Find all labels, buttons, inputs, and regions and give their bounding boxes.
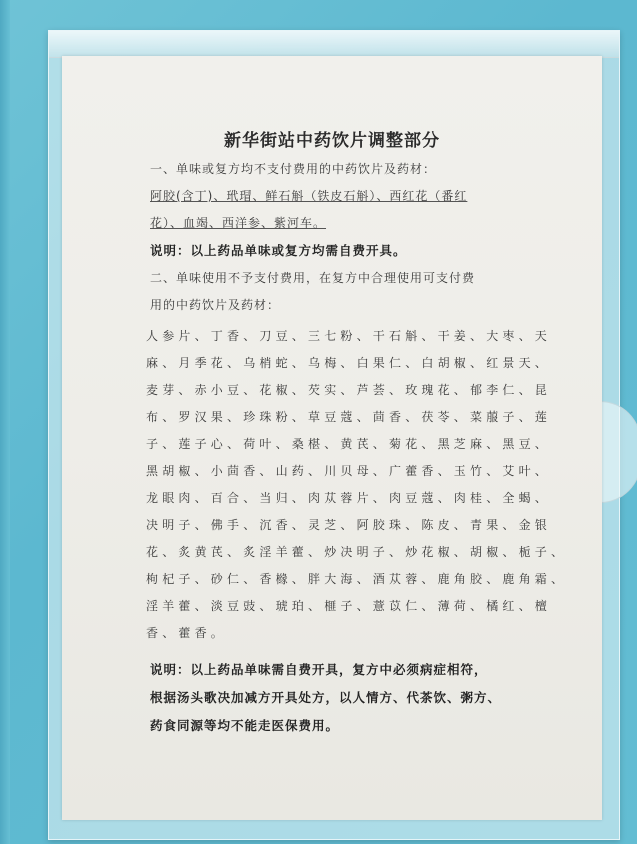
herb-line: 枸杞子、砂仁、香橼、胖大海、酒苁蓉、鹿角胶、鹿角霜、 bbox=[146, 572, 568, 586]
section2-heading-line1: 二、单味使用不予支付费用，在复方中合理使用可支付费 bbox=[150, 271, 476, 285]
note2-line1: 说明：以上药品单味需自费开具，复方中必须病症相符， bbox=[150, 662, 488, 677]
herb-line: 龙眼肉、百合、当归、肉苁蓉片、肉豆蔻、肉桂、全蝎、 bbox=[146, 491, 552, 505]
herb-line: 决明子、佛手、沉香、灵芝、阿胶珠、陈皮、青果、金银 bbox=[146, 518, 552, 532]
note2-line2: 根据汤头歌决加减方开具处方，以人情方、代茶饮、粥方、 bbox=[150, 690, 502, 705]
herb-line: 花、炙黄芪、炙淫羊藿、炒决明子、炒花椒、胡椒、栀子、 bbox=[146, 545, 568, 559]
section2-heading-line2: 用的中药饮片及药材： bbox=[150, 298, 281, 312]
herb-line: 子、莲子心、荷叶、桑椹、黄芪、菊花、黑芝麻、黑豆、 bbox=[146, 437, 552, 451]
section1-items-line2: 花）、血竭、西洋参、紫河车。 bbox=[150, 216, 327, 230]
section1-heading: 一、单味或复方均不支付费用的中药饮片及药材： bbox=[150, 162, 437, 176]
section1-items-line1: 阿胶(含丁)、玳瑁、鲜石斛（铁皮石斛）、西红花（番红 bbox=[150, 189, 468, 203]
herb-line: 香、藿香。 bbox=[146, 626, 228, 640]
note1: 说明：以上药品单味或复方均需自费开具。 bbox=[150, 243, 407, 258]
note2-line3: 药食同源等均不能走医保费用。 bbox=[150, 718, 340, 733]
sleeve-top-strip bbox=[49, 31, 619, 58]
herb-line: 黑胡椒、小茴香、山药、川贝母、广藿香、玉竹、艾叶、 bbox=[146, 464, 552, 478]
sleeve-finger-tab bbox=[600, 401, 637, 503]
herb-line: 淫羊藿、淡豆豉、琥珀、榧子、薏苡仁、薄荷、橘红、檀 bbox=[146, 599, 552, 613]
herb-line: 麦芽、赤小豆、花椒、芡实、芦荟、玫瑰花、郁李仁、昆 bbox=[146, 383, 552, 397]
document-title: 新华街站中药饮片调整部分 bbox=[224, 131, 440, 151]
herb-line: 麻、月季花、乌梢蛇、乌梅、白果仁、白胡椒、红景天、 bbox=[146, 356, 552, 370]
herb-line: 人参片、丁香、刀豆、三七粉、干石斛、干姜、大枣、天 bbox=[146, 329, 552, 343]
wall-background-edge bbox=[0, 0, 10, 844]
herb-line: 布、罗汉果、珍珠粉、草豆蔻、茴香、茯苓、菜菔子、莲 bbox=[146, 410, 552, 424]
